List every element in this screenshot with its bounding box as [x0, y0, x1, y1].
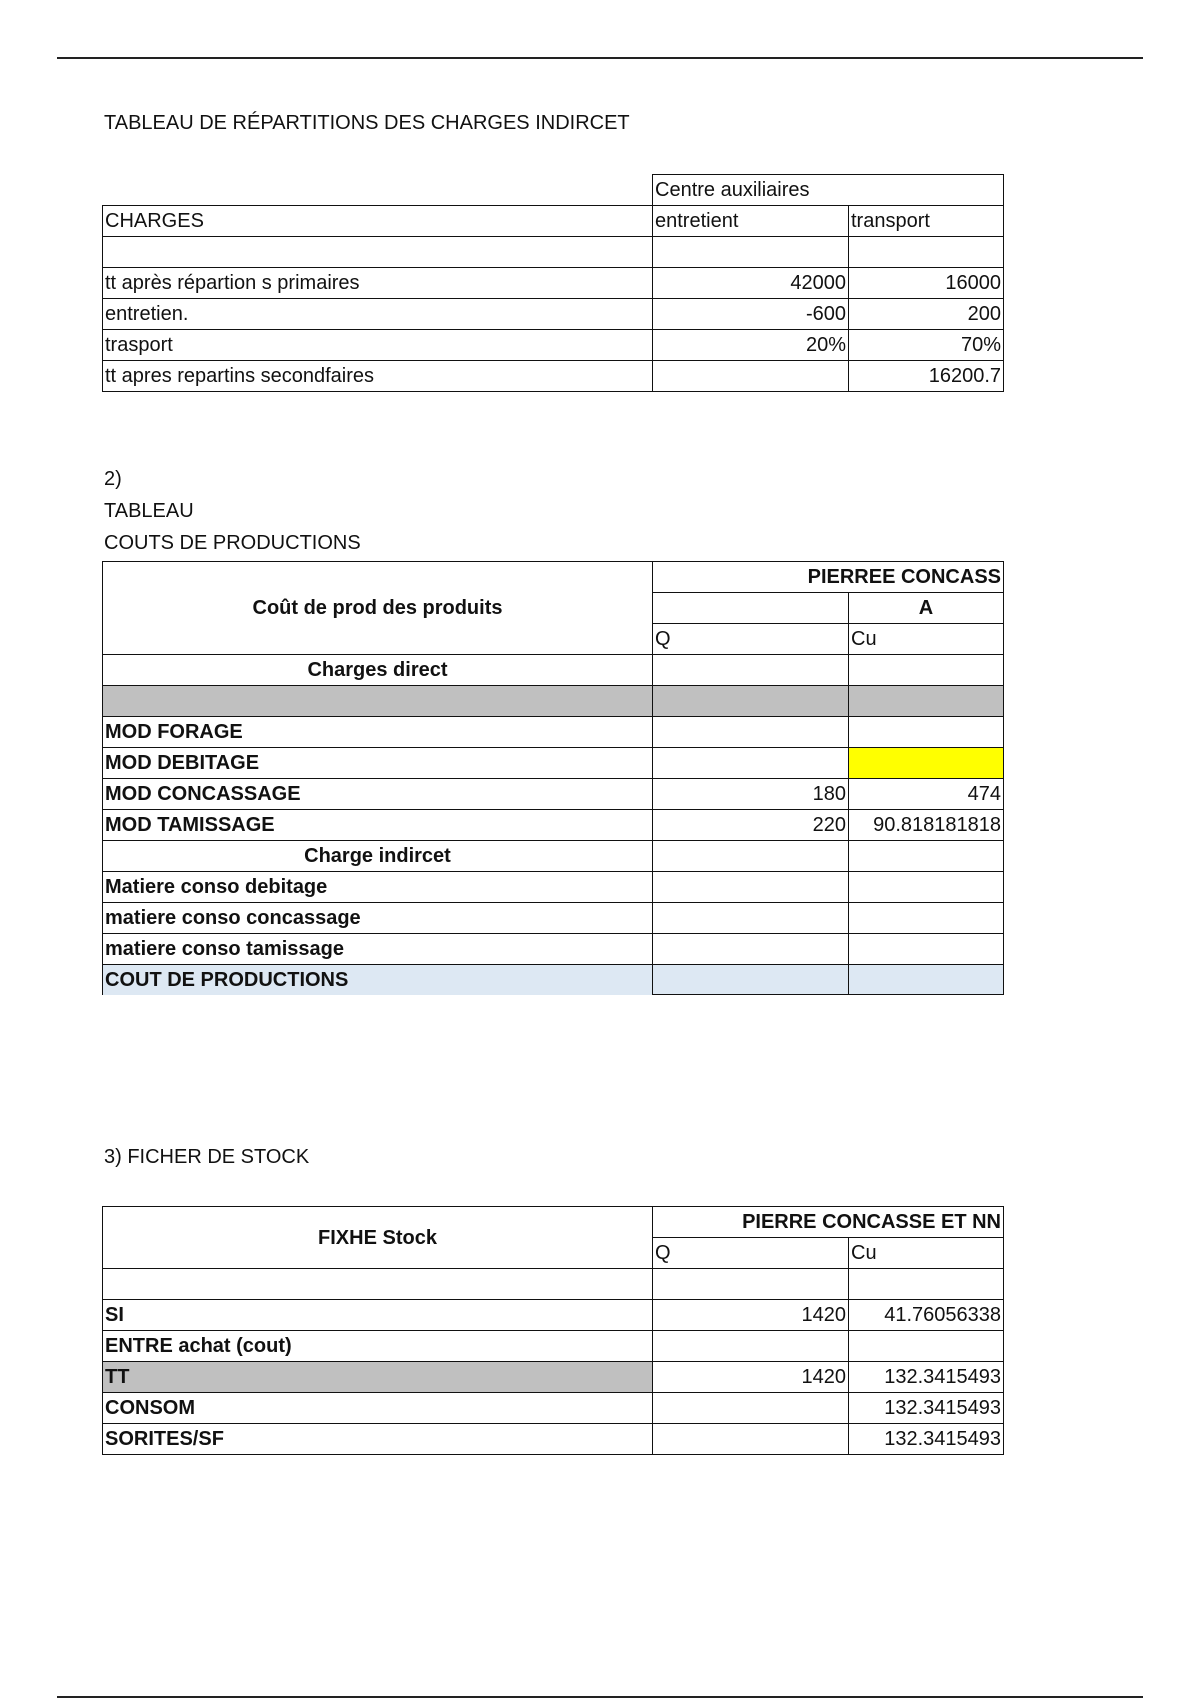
table-row: [103, 871, 1004, 902]
cu-value: [849, 840, 1004, 871]
q-value: 180: [653, 778, 849, 809]
transport-value: 200: [849, 298, 1004, 329]
row-label: tt apres repartins secondfaires: [103, 360, 653, 391]
cu-value: [849, 1330, 1004, 1361]
cu-value: 132.3415493: [849, 1361, 1004, 1392]
cu-value: [849, 655, 1004, 686]
cu-value: [849, 871, 1004, 902]
row-label: MOD TAMISSAGE: [103, 809, 653, 840]
table-row: [103, 267, 1004, 298]
cu-value: [849, 716, 1004, 747]
transport-header: transport: [849, 206, 1004, 237]
row-label: ENTRE achat (cout): [103, 1330, 653, 1361]
q-value: [653, 840, 849, 871]
transport-value: 16000: [849, 267, 1004, 298]
cu-value: [849, 747, 1004, 778]
entretien-value: 20%: [653, 329, 849, 360]
table-row: [103, 1392, 1004, 1423]
cu-value: 132.3415493: [849, 1423, 1004, 1454]
entretien-header: entretient: [653, 206, 849, 237]
cu-value: 41.76056338: [849, 1299, 1004, 1330]
table-row: [103, 1299, 1004, 1330]
sub-header-a: A: [849, 593, 1004, 624]
transport-value: [849, 237, 1004, 268]
row-label: matiere conso concassage: [103, 902, 653, 933]
q-value: [653, 716, 849, 747]
row-label: MOD DEBITAGE: [103, 747, 653, 778]
table-row: [103, 716, 1004, 747]
q-value: 1420: [653, 1361, 849, 1392]
fiche-stock-header: FIXHE Stock: [103, 1207, 653, 1269]
cu-value: [849, 902, 1004, 933]
cu-header: Cu: [849, 1238, 1004, 1269]
centre-auxiliaires-header: Centre auxiliaires: [653, 175, 1004, 206]
row-label: MOD CONCASSAGE: [103, 778, 653, 809]
q-value: [653, 655, 849, 686]
row-label: trasport: [103, 329, 653, 360]
table-row: [103, 360, 1004, 391]
entretien-value: [653, 237, 849, 268]
q-value: [653, 902, 849, 933]
cu-value: [849, 686, 1004, 717]
cu-value: [849, 964, 1004, 995]
table-row: [103, 1423, 1004, 1454]
q-value: [653, 933, 849, 964]
q-header: Q: [653, 1238, 849, 1269]
entretien-value: [653, 360, 849, 391]
table-row: [103, 655, 1004, 686]
q-value: 1420: [653, 1299, 849, 1330]
row-label: tt après répartion s primaires: [103, 267, 653, 298]
table-row: [103, 933, 1004, 964]
row-label: CONSOM: [103, 1392, 653, 1423]
row-label: MOD FORAGE: [103, 716, 653, 747]
table-row: [103, 1330, 1004, 1361]
blank-corner: [103, 175, 653, 206]
row-label: entretien.: [103, 298, 653, 329]
row-label: SORITES/SF: [103, 1423, 653, 1454]
charges-repartition-table: [102, 174, 1004, 392]
table-row: [103, 964, 1004, 995]
charges-header: CHARGES: [103, 206, 653, 237]
table-row: [103, 298, 1004, 329]
section1-title: TABLEAU DE RÉPARTITIONS DES CHARGES INDIRCET: [104, 112, 630, 134]
q-value: [653, 1330, 849, 1361]
table-row: [103, 329, 1004, 360]
table-row: [103, 1361, 1004, 1392]
row-label: COUT DE PRODUCTIONS: [103, 964, 653, 995]
top-rule: [57, 57, 1143, 59]
section2-number: 2): [104, 468, 122, 490]
entretien-value: 42000: [653, 267, 849, 298]
cu-value: 132.3415493: [849, 1392, 1004, 1423]
row-label: Matiere conso debitage: [103, 871, 653, 902]
cu-value: 474: [849, 778, 1004, 809]
bottom-rule: [57, 1696, 1143, 1698]
q-value: [653, 1423, 849, 1454]
q-header: Q: [653, 624, 849, 655]
row-label: [103, 237, 653, 268]
q-value: [653, 964, 849, 995]
transport-value: 16200.7: [849, 360, 1004, 391]
q-value: [653, 871, 849, 902]
blank-subheader: [653, 593, 849, 624]
section2-title-line2: COUTS DE PRODUCTIONS: [104, 532, 361, 554]
entretien-value: -600: [653, 298, 849, 329]
product-header: PIERREE CONCASS: [653, 562, 1004, 593]
table-row: [103, 778, 1004, 809]
q-value: [653, 747, 849, 778]
q-value: 220: [653, 809, 849, 840]
cu-value: [849, 1269, 1004, 1300]
table-row: [103, 840, 1004, 871]
row-label: SI: [103, 1299, 653, 1330]
cu-header: Cu: [849, 624, 1004, 655]
row-label: Charges direct: [103, 655, 653, 686]
couts-production-table: [102, 561, 1004, 995]
row-label: TT: [103, 1361, 653, 1392]
cu-value: [849, 933, 1004, 964]
table-row: [103, 809, 1004, 840]
row-label: [103, 686, 653, 717]
table-row: [103, 1269, 1004, 1300]
transport-value: 70%: [849, 329, 1004, 360]
section3-title: 3) FICHER DE STOCK: [104, 1146, 310, 1168]
q-value: [653, 1269, 849, 1300]
q-value: [653, 1392, 849, 1423]
section2-title-line1: TABLEAU: [104, 500, 194, 522]
table-row: [103, 747, 1004, 778]
row-label: matiere conso tamissage: [103, 933, 653, 964]
cout-prod-header: Coût de prod des produits: [103, 562, 653, 655]
product-header: PIERRE CONCASSE ET NN: [653, 1207, 1004, 1238]
q-value: [653, 686, 849, 717]
row-label: [103, 1269, 653, 1300]
table-row: [103, 237, 1004, 268]
fiche-stock-table: [102, 1206, 1004, 1455]
row-label: Charge indircet: [103, 840, 653, 871]
table-row: [103, 686, 1004, 717]
cu-value: 90.818181818: [849, 809, 1004, 840]
table-row: [103, 902, 1004, 933]
